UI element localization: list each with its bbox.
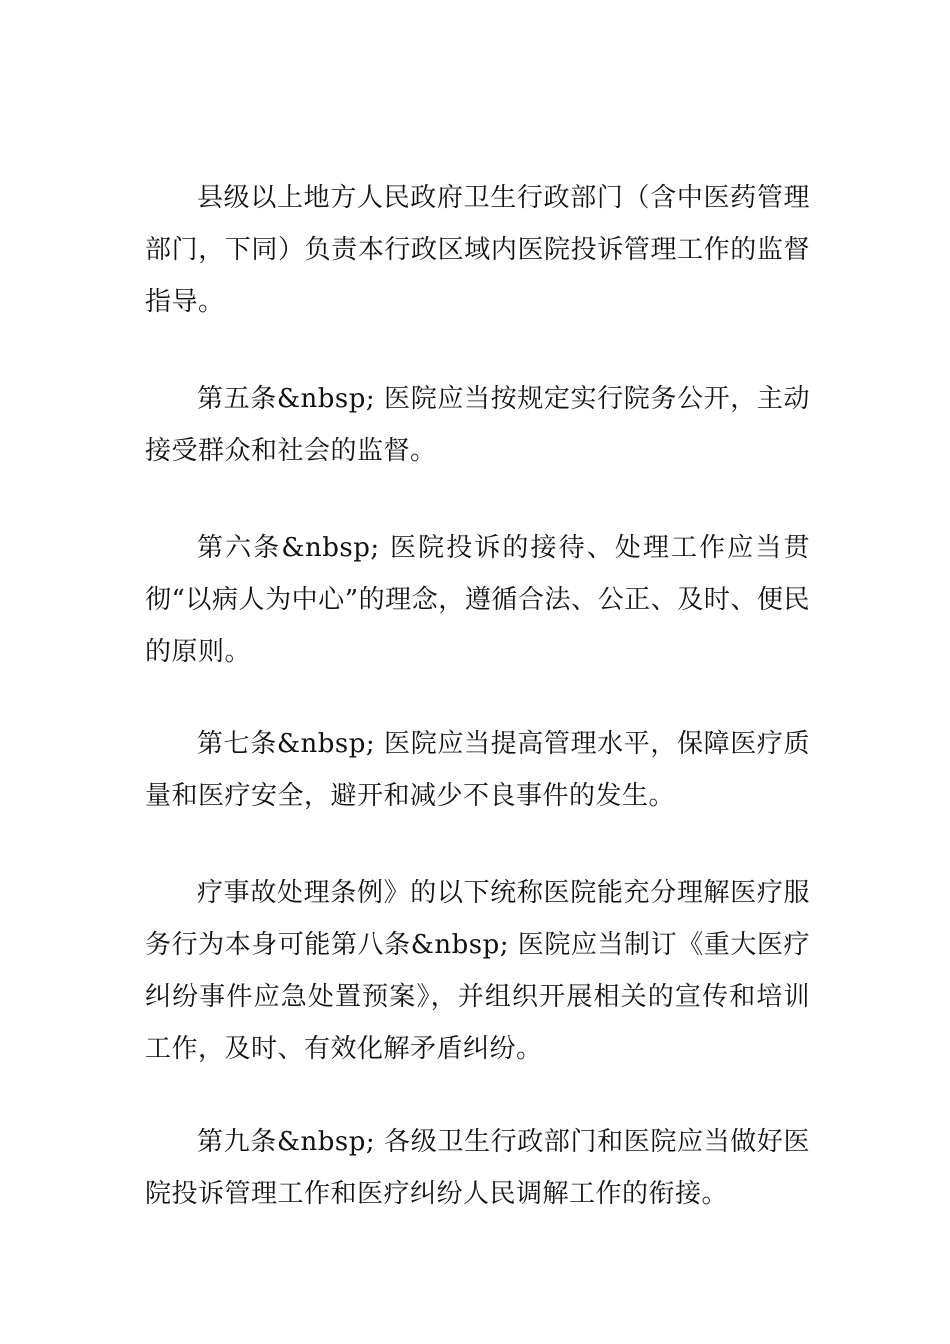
paragraph-article-8: 疗事故处理条例》的以下统称医院能充分理解医疗服务行为本身可能第八条&nbsp; 医院应当制订《重大医疗纠纷事件应急处置预案》，并组织开展相关的宣传和培训工作，及时、有效化解矛盾纠纷。: [145, 878, 810, 1064]
paragraph-article-9: 第九条&nbsp; 各级卫生行政部门和医院应当做好医院投诉管理工作和医疗纠纷人民调解工作的衔接。: [145, 1127, 810, 1209]
paragraph-supervision: 县级以上地方人民政府卫生行政部门（含中医药管理部门，下同）负责本行政区域内医院投诉管理工作的监督指导。: [145, 183, 810, 317]
paragraph-article-5: 第五条&nbsp; 医院应当按规定实行院务公开，主动接受群众和社会的监督。: [145, 384, 810, 466]
paragraph-article-7: 第七条&nbsp; 医院应当提高管理水平，保障医疗质量和医疗安全，避开和减少不良事件的发生。: [145, 729, 810, 811]
paragraph-article-6: 第六条&nbsp; 医院投诉的接待、处理工作应当贯彻“以病人为中心”的理念，遵循合法、公正、及时、便民的原则。: [145, 533, 810, 667]
